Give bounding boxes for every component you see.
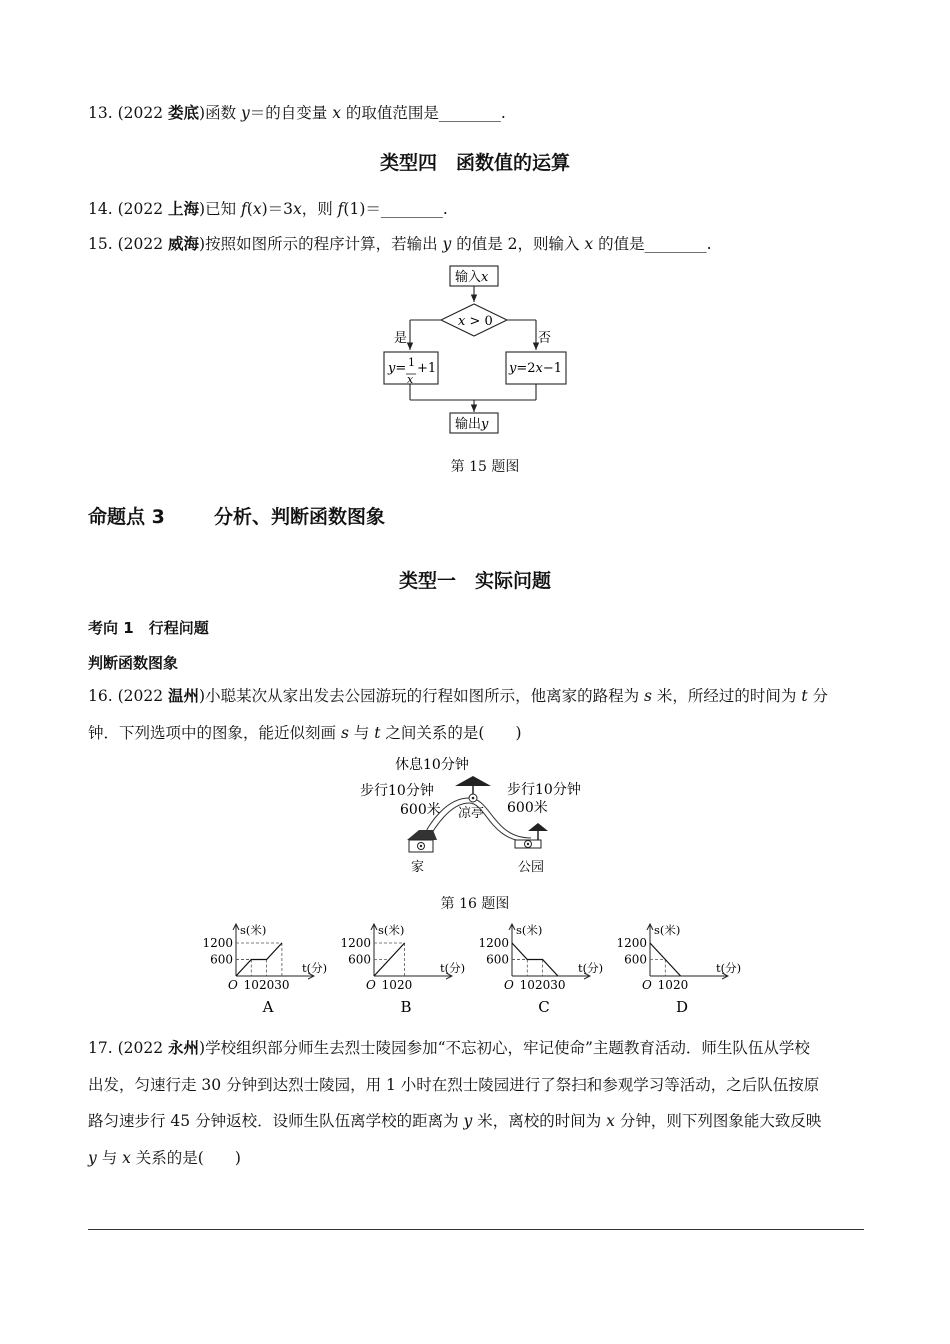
x-axis-label: t(分) [302,961,328,975]
y-tick-label: 1200 [340,936,371,950]
dist-left-label: 600米 [400,802,441,818]
pavilion-label: 凉亭 [458,806,485,821]
x-axis-label: t(分) [440,961,466,975]
y-axis-label: s(米) [516,923,543,937]
graph-option-c [478,923,603,1016]
option-letter: C [538,998,550,1016]
x-tick-label: 10 [519,978,535,992]
heading-type-four: 类型四 函数值的运算 [379,152,570,174]
x-tick-label: 10 [657,978,673,992]
option-letter: B [400,998,412,1016]
question-17-line1: 17. (2022 永州)学校组织部分师生去烈士陵园参加“不忘初心，牢记使命”主题教育活动．师生队伍从学校 [88,1038,810,1057]
y-tick-label: 1200 [202,936,233,950]
left-fraction-denominator: x [407,373,414,386]
figure-15-caption: 第 15 题图 [450,459,520,475]
input-label: 输入x [455,270,489,285]
output-label: 输出y [455,417,489,432]
question-17-line2: 出发，匀速行走 30 分钟到达烈士陵园，用 1 小时在烈士陵园进行了祭扫和参观学习等活动，之后队伍按原 [88,1076,820,1094]
question-16-line2: 钟．下列选项中的图象，能近似刻画 s 与 t 之间关系的是( ) [88,724,522,742]
route-illustration [355,750,605,880]
left-formula: y= [388,361,407,376]
graph-option-a [202,923,327,1016]
heading-type-one: 类型一 实际问题 [398,570,551,592]
origin-label: O [228,978,238,992]
x-tick-label: 30 [274,978,290,992]
question-16-line1: 16. (2022 温州)小聪某次从家出发去公园游玩的行程如图所示，他离家的路程为 s 米，所经过的时间为 t 分 [88,686,828,705]
park-label: 公园 [518,860,545,875]
left-fraction-numerator: 1 [408,356,415,369]
x-tick-label: 20 [258,978,275,992]
origin-label: O [504,978,514,992]
rest-label: 休息10分钟 [395,757,469,773]
graph-option-b [340,923,465,1016]
yes-label: 是 [394,331,408,346]
question-15: 15. (2022 威海)按照如图所示的程序计算，若输出 y 的值是 2，则输入 x 的值是________. [88,234,712,253]
y-tick-label: 600 [624,952,647,967]
home-label: 家 [411,860,425,875]
figure-16-caption: 第 16 题图 [440,896,510,912]
section-title: 分析、判断函数图象 [214,506,386,528]
y-tick-label: 1200 [616,936,647,950]
question-14: 14. (2022 上海)已知 f(x)＝3x，则 f(1)＝________. [88,199,448,218]
left-formula-plus: +1 [417,361,437,376]
section-label: 命题点 3 [88,506,165,528]
y-tick-label: 600 [348,952,371,967]
y-tick-label: 600 [210,952,233,967]
walk-left-label: 步行10分钟 [360,783,434,799]
right-formula: y=2x−1 [509,361,563,376]
park-icon [515,823,548,848]
y-axis-label: s(米) [654,923,681,937]
question-17-line4: y 与 x 关系的是( ) [88,1149,241,1167]
kaoxiang-label: 考向 1 行程问题 [88,619,209,637]
flowchart-diagram [370,262,580,442]
y-tick-label: 600 [486,952,509,967]
origin-label: O [366,978,376,992]
x-tick-label: 20 [396,978,413,992]
x-axis-label: t(分) [716,961,742,975]
x-tick-label: 20 [672,978,689,992]
walk-right-label: 步行10分钟 [507,782,581,798]
y-axis-label: s(米) [378,923,405,937]
dist-right-label: 600米 [507,800,548,816]
x-axis-label: t(分) [578,961,604,975]
pavilion-icon [455,776,491,802]
y-axis-label: s(米) [240,923,267,937]
question-17-line3: 路匀速步行 45 分钟返校．设师生队伍离学校的距离为 y 米，离校的时间为 x 分钟，则下列图象能大致反映 [88,1112,822,1130]
x-tick-label: 10 [381,978,397,992]
footer-rule [88,1229,864,1230]
origin-label: O [642,978,652,992]
option-graphs [200,920,760,1020]
question-13: 13. (2022 娄底)函数 y＝的自变量 x 的取值范围是________. [88,103,506,122]
x-tick-label: 20 [534,978,551,992]
option-letter: D [675,998,689,1016]
graph-curve [374,943,405,976]
condition-label: x > 0 [458,314,493,329]
house-icon [407,830,437,852]
option-letter: A [262,998,274,1016]
x-tick-label: 30 [550,978,566,992]
no-label: 否 [538,331,552,346]
graph-option-d [616,923,741,1016]
x-tick-label: 10 [243,978,259,992]
y-tick-label: 1200 [478,936,509,950]
subheading: 判断函数图象 [88,654,179,672]
